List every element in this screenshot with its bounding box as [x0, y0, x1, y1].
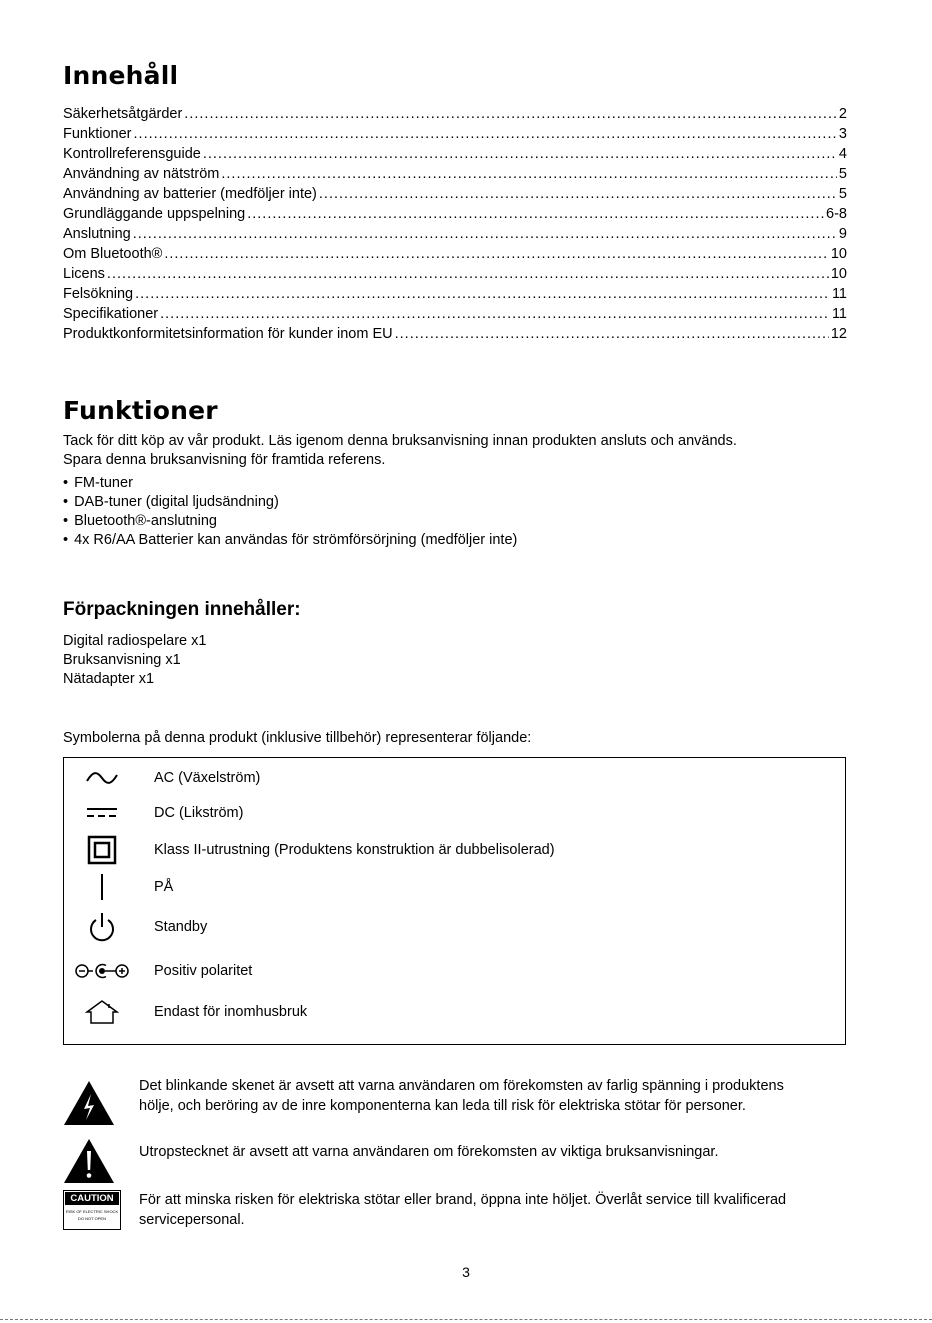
polarity-icon [72, 953, 132, 989]
toc-entry [63, 104, 847, 124]
toc-entry-page: 11 [831, 306, 847, 322]
contents-heading: Innehåll [63, 61, 179, 90]
toc-entry-page: 5 [838, 166, 847, 182]
toc-entry [63, 144, 847, 164]
list-item: Nätadapter x1 [63, 671, 155, 687]
page-number: 3 [462, 1264, 470, 1280]
symbol-label: Standby [154, 919, 208, 935]
toc-entry-title: Funktioner [63, 126, 132, 142]
toc-entry [63, 204, 847, 224]
intro-line: Tack för ditt köp av vår produkt. Läs igenom denna bruksanvisning innan produkten ansluts och används. [63, 433, 737, 449]
toc-entry-title: Användning av nätström [63, 166, 220, 182]
list-item: Digital radiospelare x1 [63, 633, 207, 649]
toc-entry-title: Säkerhetsåtgärder [63, 106, 183, 122]
list-item: • Bluetooth®-anslutning [63, 512, 517, 531]
features-intro [63, 432, 737, 470]
toc-leader [134, 124, 837, 144]
symbols-intro: Symbolerna på denna produkt (inklusive tillbehör) representerar följande: [63, 730, 532, 746]
standby-icon [72, 909, 132, 945]
warning-line: hölje, och beröring av de inre komponenterna kan leda till risk för elektriska stötar för personer. [139, 1098, 746, 1114]
list-item: Bruksanvisning x1 [63, 652, 181, 668]
lightning-triangle-icon [63, 1080, 115, 1131]
warning-line: Det blinkande skenet är avsett att varna användaren om förekomsten av farlig spänning i produktens [139, 1078, 784, 1094]
toc-entry-title: Anslutning [63, 226, 131, 242]
symbol-row [64, 795, 845, 831]
symbol-row [64, 832, 845, 868]
toc-leader [203, 144, 837, 164]
symbol-label: PÅ [154, 879, 174, 895]
warning-row [63, 1142, 847, 1188]
toc-entry-title: Felsökning [63, 286, 134, 302]
class-ii-icon [72, 832, 132, 868]
toc-leader [184, 104, 837, 124]
toc-entry-page: 12 [830, 326, 847, 342]
indoor-icon [72, 994, 132, 1030]
toc-entry-title: Specifikationer [63, 306, 159, 322]
toc-entry-page: 4 [838, 146, 847, 162]
toc-entry [63, 224, 847, 244]
toc-entry-page: 3 [838, 126, 847, 142]
symbol-label: DC (Likström) [154, 805, 244, 821]
warning-line: servicepersonal. [139, 1212, 245, 1228]
ac-icon [72, 760, 132, 796]
toc-entry-page: 2 [838, 106, 847, 122]
toc-entry-page: 9 [838, 226, 847, 242]
toc-leader [164, 244, 829, 264]
warning-row [63, 1076, 847, 1122]
toc-leader [135, 284, 830, 304]
exclamation-triangle-icon [63, 1138, 115, 1189]
toc-entry-page: 11 [831, 286, 847, 302]
symbol-label: Positiv polaritet [154, 963, 253, 979]
toc-entry-title: Om Bluetooth® [63, 246, 163, 262]
toc-leader [395, 324, 829, 344]
toc-entry-title: Kontrollreferensguide [63, 146, 201, 162]
symbol-row [64, 869, 845, 905]
caution-label-icon [63, 1190, 121, 1230]
toc-entry-title: Licens [63, 266, 105, 282]
symbol-row [64, 994, 845, 1030]
toc-entry [63, 124, 847, 144]
feature-list [63, 474, 517, 550]
caution-label-line: RISK OF ELECTRIC SHOCK [65, 1209, 119, 1214]
package-contents [63, 632, 206, 689]
toc-entry-page: 5 [838, 186, 847, 202]
toc-entry [63, 304, 847, 324]
warning-text [139, 1076, 847, 1116]
package-heading: Förpackningen innehåller: [63, 599, 301, 620]
toc-entry-page: 6-8 [826, 206, 847, 222]
symbols-table [63, 757, 846, 1045]
toc-entry-title: Grundläggande uppspelning [63, 206, 246, 222]
caution-label-title: CAUTION [65, 1192, 119, 1205]
warning-row [63, 1190, 847, 1232]
toc-entry [63, 244, 847, 264]
symbol-label: Klass II-utrustning (Produktens konstruktion är dubbelisolerad) [154, 842, 555, 858]
intro-line: Spara denna bruksanvisning för framtida referens. [63, 452, 386, 468]
toc-leader [133, 224, 837, 244]
warning-line: För att minska risken för elektriska stötar eller brand, öppna inte höljet. Överlåt service till kvalificerad [139, 1192, 787, 1208]
toc-entry-page: 10 [830, 246, 847, 262]
warning-line: Utropstecknet är avsett att varna användaren om förekomsten av viktiga bruksanvisningar. [139, 1144, 719, 1160]
warning-text [139, 1142, 847, 1162]
list-item: • FM-tuner [63, 474, 517, 493]
toc-leader [221, 164, 837, 184]
list-item: • DAB-tuner (digital ljudsändning) [63, 493, 517, 512]
toc-entry-title: Produktkonformitetsinformation för kunder inom EU [63, 326, 393, 342]
toc-leader [160, 304, 830, 324]
symbol-row [64, 953, 845, 989]
symbol-label: Endast för inomhusbruk [154, 1004, 308, 1020]
toc-entry [63, 264, 847, 284]
toc-entry [63, 324, 847, 344]
toc-entry-page: 10 [830, 266, 847, 282]
toc-entry [63, 184, 847, 204]
symbol-label: AC (Växelström) [154, 770, 261, 786]
features-heading: Funktioner [63, 396, 218, 425]
dc-icon [72, 795, 132, 831]
toc-entry-title: Användning av batterier (medföljer inte) [63, 186, 317, 202]
warning-text [139, 1190, 847, 1230]
symbol-row [64, 909, 845, 945]
toc-entry [63, 284, 847, 304]
toc-leader [247, 204, 824, 224]
table-of-contents [63, 104, 847, 344]
toc-leader [319, 184, 837, 204]
caution-label-line: DO NOT OPEN [78, 1216, 106, 1221]
toc-leader [107, 264, 829, 284]
footer-divider [0, 1319, 932, 1320]
toc-entry [63, 164, 847, 184]
list-item: • 4x R6/AA Batterier kan användas för strömförsörjning (medföljer inte) [63, 531, 517, 550]
on-icon [72, 869, 132, 905]
symbol-row [64, 760, 845, 796]
